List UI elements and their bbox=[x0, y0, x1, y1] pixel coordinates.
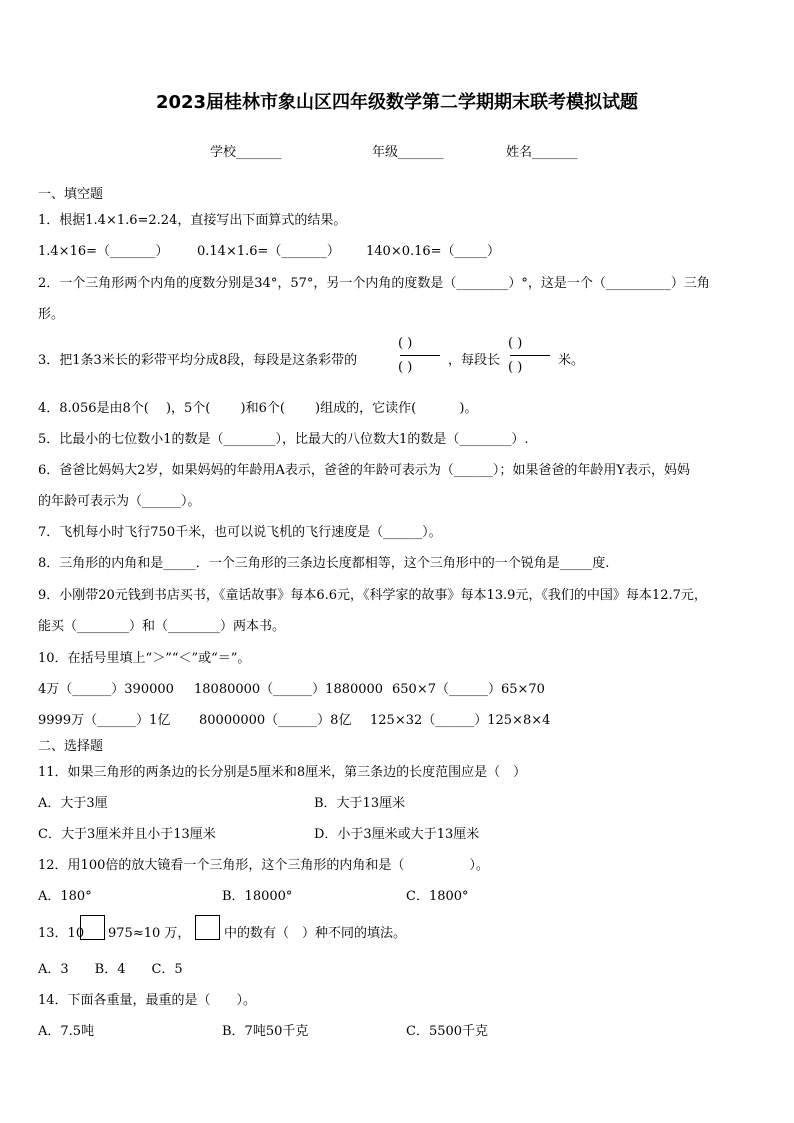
q11-option-d: D．小于3厘米或大于13厘米 bbox=[314, 827, 480, 842]
fraction-bar bbox=[400, 355, 440, 356]
q6-line1: 6．爸爸比妈妈大2岁，如果妈妈的年龄用A表示，爸爸的年龄可表示为（______）；如果爸爸的年龄用Y表示，妈妈 bbox=[38, 463, 691, 478]
q2-line2: 形。 bbox=[38, 307, 65, 322]
q13-options: A．3 B．4 C．5 bbox=[38, 962, 183, 977]
section-fill-in: 一、填空题 bbox=[38, 187, 104, 202]
q11-option-c: C．大于3厘米并且小于13厘米 bbox=[38, 827, 216, 842]
q10-item: 18080000（______）1880000 bbox=[194, 682, 384, 697]
q14-option-c: C．5500千克 bbox=[406, 1024, 489, 1039]
q7-text: 7．飞机每小时飞行750千米，也可以说飞机的飞行速度是（______）。 bbox=[38, 525, 442, 540]
q10-item: 650×7（______）65×70 bbox=[392, 682, 545, 697]
denominator-blank: ( ) bbox=[398, 360, 413, 375]
q2-line1: 2．一个三角形两个内角的度数分别是34°，57°，另一个内角的度数是（________）°，这是一个（__________）三角 bbox=[38, 276, 710, 291]
fraction-bar bbox=[510, 355, 550, 356]
q1-part-c: 140×0.16=（_____） bbox=[366, 244, 501, 259]
q5-text: 5．比最小的七位数小1的数是（________），比最大的八位数大1的数是（________）. bbox=[38, 432, 529, 447]
denominator-blank: ( ) bbox=[508, 360, 523, 375]
q3-fraction-2 bbox=[508, 335, 552, 377]
q13-blank-box bbox=[80, 915, 105, 940]
school-field: 学校_______ bbox=[210, 145, 282, 160]
q1-part-a: 1.4×16=（_______） bbox=[38, 244, 169, 259]
q3-text-c: 米。 bbox=[558, 353, 585, 368]
q14-option-b: B．7吨50千克 bbox=[222, 1024, 309, 1039]
q10-item: 125×32（______）125×8×4 bbox=[370, 713, 551, 728]
q14-text: 14．下面各重量，最重的是（ ）。 bbox=[38, 993, 257, 1008]
numerator-blank: ( ) bbox=[398, 336, 413, 351]
q13-text-b: 975≈10 万， bbox=[108, 926, 191, 941]
q6-line2: 的年龄可表示为（______）。 bbox=[38, 494, 201, 509]
q12-option-b: B．18000° bbox=[222, 889, 293, 904]
q1-text: 1．根据1.4×1.6=2.24，直接写出下面算式的结果。 bbox=[38, 213, 347, 228]
page-title: 2023届桂林市象山区四年级数学第二学期期末联考模拟试题 bbox=[155, 92, 639, 113]
q11-text: 11．如果三角形的两条边的长分别是5厘米和8厘米，第三条边的长度范围应是（ ） bbox=[38, 765, 527, 780]
q10-text: 10．在括号里填上“＞”“＜”或“＝”。 bbox=[38, 651, 251, 666]
name-field: 姓名_______ bbox=[506, 145, 578, 160]
q13-blank-box bbox=[195, 915, 220, 940]
q9-line2: 能买（________）和（________）两本书。 bbox=[38, 619, 286, 634]
q13-text-c: 中的数有（ ）种不同的填法。 bbox=[224, 926, 407, 941]
section-choice: 二、选择题 bbox=[38, 739, 104, 754]
q3-text-a: 3．把1条3米长的彩带平均分成8段，每段是这条彩带的 bbox=[38, 353, 358, 368]
numerator-blank: ( ) bbox=[508, 336, 523, 351]
q13-text-a: 13．10 bbox=[38, 926, 85, 941]
q10-item: 4万（______）390000 bbox=[38, 682, 174, 697]
q10-item: 80000000（______）8亿 bbox=[199, 713, 352, 728]
q10-item: 9999万（______）1亿 bbox=[38, 713, 171, 728]
q14-option-a: A．7.5吨 bbox=[38, 1024, 95, 1039]
grade-field: 年级_______ bbox=[372, 145, 444, 160]
q9-line1: 9．小刚带20元钱到书店买书，《童话故事》每本6.6元，《科学家的故事》每本13.9元，《我们的中国》每本12.7元， bbox=[38, 588, 707, 603]
q8-text: 8．三角形的内角和是_____．一个三角形的三条边长度都相等，这个三角形中的一个锐角是_____度. bbox=[38, 556, 610, 571]
q11-option-a: A．大于3厘 bbox=[38, 796, 108, 811]
q12-text: 12．用100倍的放大镜看一个三角形，这个三角形的内角和是（ ）。 bbox=[38, 858, 489, 873]
q4-text: 4．8.056是由8个( )，5个( )和6个( )组成的，它读作( )。 bbox=[38, 401, 478, 416]
q11-option-b: B．大于13厘米 bbox=[314, 796, 406, 811]
q1-part-b: 0.14×1.6=（_______） bbox=[197, 244, 340, 259]
q3-fraction-1 bbox=[398, 335, 442, 377]
q3-text-b: ，每段长 bbox=[448, 353, 501, 368]
q12-option-c: C．1800° bbox=[406, 889, 469, 904]
q12-option-a: A．180° bbox=[38, 889, 92, 904]
